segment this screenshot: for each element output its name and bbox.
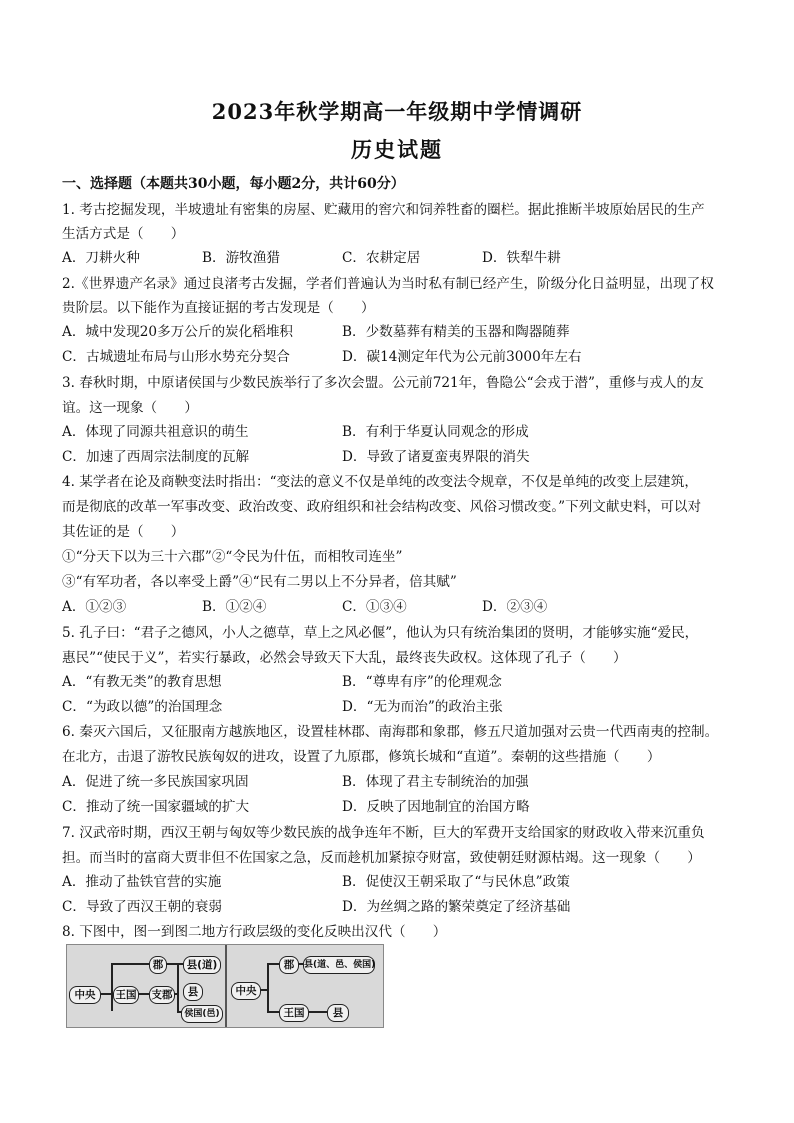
diagram-panel-2	[227, 945, 383, 1027]
p2-xian-multi-node: 县(道、邑、侯国)	[303, 956, 375, 974]
q4-stem-line-3: 其佐证的是（ ）	[62, 524, 185, 540]
q3-option-a: A．体现了同源共祖意识的萌生	[62, 424, 249, 440]
admin-hierarchy-diagram	[66, 944, 384, 1028]
q8-stem-line-1: 8. 下图中，图一到图二地方行政层级的变化反映出汉代（ ）	[62, 924, 447, 940]
p2-wangguo-node: 王国	[279, 1004, 309, 1022]
p1-wangguo-node: 王国	[113, 986, 139, 1004]
q3-stem-line-1: 3. 春秋时期，中原诸侯国与少数民族举行了多次会盟。公元前721年，鲁隐公“会戎于潜”，重修与戎人的友	[62, 375, 704, 391]
q5-option-b: B．“尊卑有序”的伦理观念	[342, 674, 502, 690]
q1-option-c: C．农耕定居	[342, 250, 421, 266]
q7-option-b: B．促使汉王朝采取了“与民休息”政策	[342, 874, 570, 890]
diagram-panel-1	[67, 945, 225, 1027]
q1-option-d: D．铁犁牛耕	[482, 250, 561, 266]
q4-stem-line-1: 4. 某学者在论及商鞅变法时指出：“变法的意义不仅是单纯的改变法令规章，不仅是单纯的改变上层建筑，	[62, 474, 698, 490]
q3-option-b: B．有利于华夏认同观念的形成	[342, 424, 529, 440]
q2-option-d: D．碳14测定年代为公元前3000年左右	[342, 349, 582, 365]
q2-option-c: C．古城遗址布局与山形水势充分契合	[62, 349, 290, 365]
q4-option-b: B．①②④	[202, 599, 267, 615]
q5-option-d: D．“无为而治”的政治主张	[342, 699, 503, 715]
q1-stem-line-2: 生活方式是（ ）	[62, 226, 185, 242]
q4-option-a: A．①②③	[62, 599, 127, 615]
q5-option-c: C．“为政以德”的治国理念	[62, 699, 223, 715]
q3-option-c: C．加速了西周宗法制度的瓦解	[62, 449, 250, 465]
p2-central-node: 中央	[231, 982, 261, 1000]
q7-option-d: D．为丝绸之路的繁荣奠定了经济基础	[342, 899, 571, 915]
q5-option-a: A．“有教无类”的教育思想	[62, 674, 222, 690]
p1-zhijun-node: 支郡	[149, 986, 175, 1004]
p1-houguo-node: 侯国(邑)	[181, 1005, 223, 1023]
q6-option-a: A．促进了统一多民族国家巩固	[62, 774, 249, 790]
q1-option-b: B．游牧渔猎	[202, 250, 280, 266]
q1-stem-line-1: 1. 考古挖掘发现，半坡遗址有密集的房屋、贮藏用的窖穴和饲养牲畜的圈栏。据此推断半坡原始居民的生产	[62, 202, 705, 218]
q5-stem-line-2: 惠民”“使民于义”，若实行暴政，必然会导致天下大乱，最终丧失政权。这体现了孔子（ ）	[62, 650, 627, 666]
q6-stem-line-1: 6. 秦灭六国后，又征服南方越族地区，设置桂林郡、南海郡和象郡，修五尺道加强对云贵一代西南夷的控制。	[62, 724, 719, 740]
section-heading: 一、选择题（本题共30小题，每小题2分，共计60分）	[62, 176, 405, 192]
q4-stem-line-2: 而是彻底的改革一军事改变、政治改变、政府组织和社会结构改变、风俗习惯改变。”下列文献史料，可以对	[62, 499, 702, 515]
p2-xian-node: 县	[327, 1004, 349, 1022]
q2-option-a: A．城中发现20多万公斤的炭化稻堆积	[62, 324, 294, 340]
p1-xian-dao-node: 县(道)	[183, 956, 221, 974]
q1-option-a: A．刀耕火种	[62, 250, 140, 266]
q4-stem-line-5: ③“有军功者，各以率受上爵”④“民有二男以上不分异者，倍其赋”	[62, 574, 457, 590]
q2-option-b: B．少数墓葬有精美的玉器和陶器随葬	[342, 324, 570, 340]
q5-stem-line-1: 5. 孔子曰：“君子之德风，小人之德草，草上之风必偃”，他认为只有统治集团的贤明，才能够实施“爱民，	[62, 625, 699, 641]
exam-title: 2023年秋学期高一年级期中学情调研	[211, 99, 583, 124]
q3-stem-line-2: 谊。这一现象（ ）	[62, 400, 198, 416]
q4-option-c: C．①③④	[342, 599, 407, 615]
p1-central-node: 中央	[69, 986, 101, 1004]
exam-subtitle: 历史试题	[351, 137, 443, 162]
q2-stem-line-1: 2.《世界遗产名录》通过良渚考古发掘，学者们普遍认为当时私有制已经产生，阶级分化日益明显，出现了权	[62, 276, 714, 292]
q2-stem-line-2: 贵阶层。以下能作为直接证据的考古发现是（ ）	[62, 300, 375, 316]
q6-stem-line-2: 在北方，击退了游牧民族匈奴的进攻，设置了九原郡，修筑长城和“直道”。秦朝的这些措施（ ）	[62, 749, 661, 765]
q6-option-c: C．推动了统一国家疆域的扩大	[62, 799, 250, 815]
q6-option-d: D．反映了因地制宜的治国方略	[342, 799, 530, 815]
q7-stem-line-2: 担。而当时的富商大贾非但不佐国家之急，反而趁机加紧掠夺财富，致使朝廷财源枯竭。这一现象（ ）	[62, 850, 701, 866]
q3-option-d: D．导致了诸夏蛮夷界限的消失	[342, 449, 530, 465]
q7-option-c: C．导致了西汉王朝的衰弱	[62, 899, 222, 915]
p1-jun-node: 郡	[149, 956, 167, 974]
q4-stem-line-4: ①“分天下以为三十六郡”②“令民为什伍，而相牧司连坐”	[62, 549, 403, 565]
q4-option-d: D．②③④	[482, 599, 548, 615]
q7-stem-line-1: 7. 汉武帝时期，西汉王朝与匈奴等少数民族的战争连年不断，巨大的军费开支给国家的财政收入带来沉重负	[62, 825, 705, 841]
q6-option-b: B．体现了君主专制统治的加强	[342, 774, 529, 790]
p1-xian-node: 县	[183, 983, 203, 1001]
q7-option-a: A．推动了盐铁官营的实施	[62, 874, 222, 890]
p2-jun-node: 郡	[279, 956, 299, 974]
